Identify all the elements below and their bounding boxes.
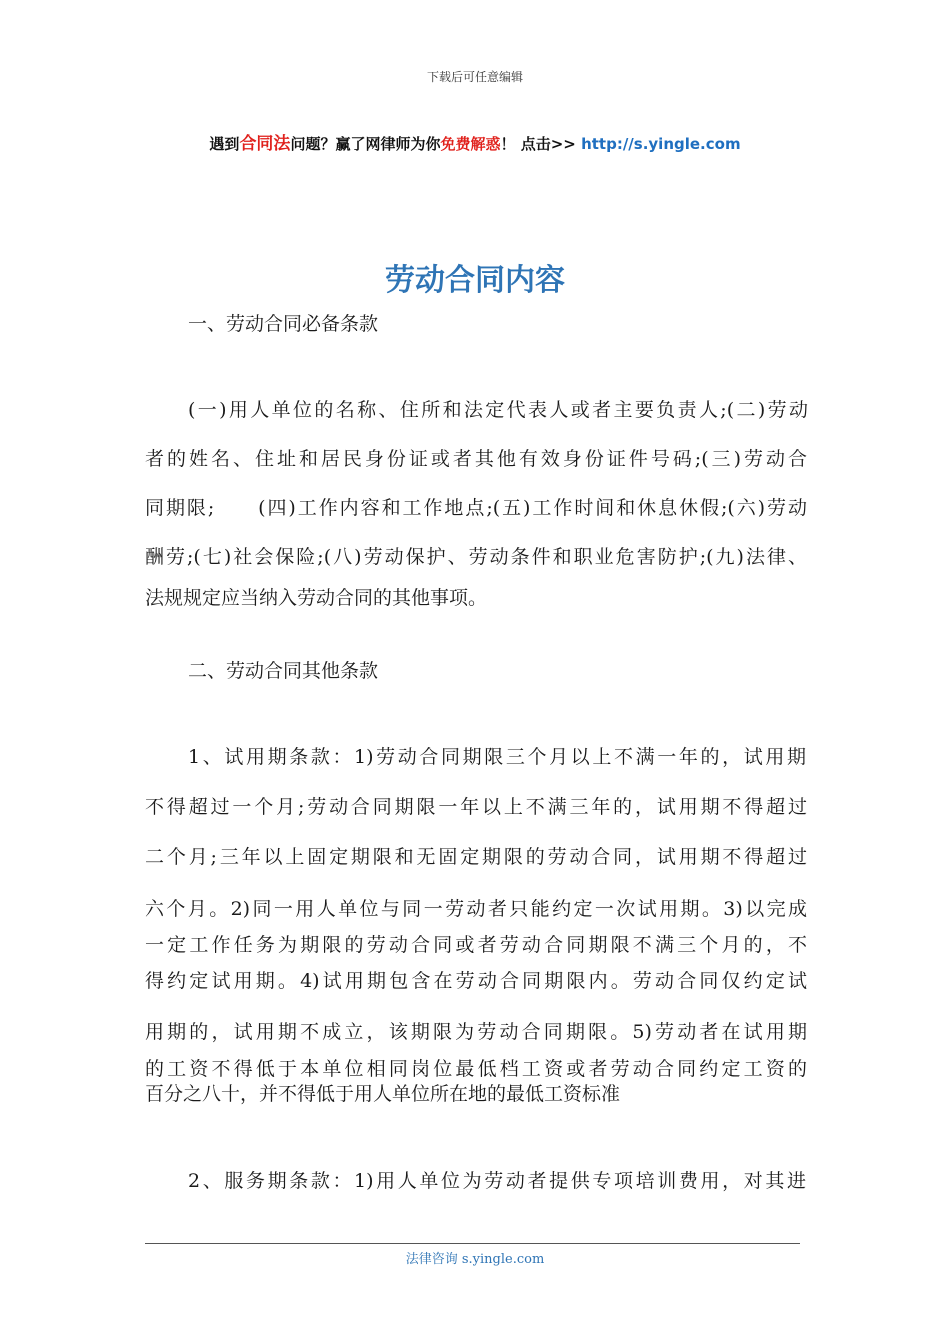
paragraph-line: 1、试用期条款：1)劳动合同期限三个月以上不满一年的，试用期 [188, 746, 806, 768]
paragraph-line: 的工资不得低于本单位相同岗位最低档工资或者劳动合同约定工资的 [145, 1058, 807, 1080]
paragraph-line: 六个月。2)同一用人单位与同一劳动者只能约定一次试用期。3)以完成 [145, 898, 807, 920]
paragraph-line: 百分之八十，并不得低于用人单位所在地的最低工资标准 [145, 1083, 621, 1105]
promo-text-2: 问题？赢了网律师为你 [290, 135, 441, 153]
section-heading-2: 二、劳动合同其他条款 [188, 660, 379, 682]
promo-highlight-contract-law: 合同法 [239, 134, 291, 154]
promo-highlight-free: 免费解惑 [440, 135, 501, 153]
footer-divider [145, 1243, 800, 1244]
promo-link[interactable]: http://s.yingle.com [581, 135, 741, 153]
paragraph-line: 用期的，试用期不成立，该期限为劳动合同期限。5)劳动者在试用期 [145, 1021, 807, 1043]
paragraph-line: (一)用人单位的名称、住所和法定代表人或者主要负责人;(二)劳动 [188, 399, 808, 421]
document-title: 劳动合同内容 [385, 263, 565, 298]
header-note: 下载后可任意编辑 [426, 70, 523, 84]
paragraph-line: 法规规定应当纳入劳动合同的其他事项。 [145, 587, 488, 609]
footer-link[interactable]: 法律咨询 s.yingle.com [405, 1252, 545, 1267]
paragraph-line: 同期限; (四)工作内容和工作地点;(五)工作时间和休息休假;(六)劳动 [145, 497, 807, 519]
paragraph-line: 酬劳;(七)社会保险;(八)劳动保护、劳动条件和职业危害防护;(九)法律、 [145, 546, 807, 568]
paragraph-line: 者的姓名、住址和居民身份证或者其他有效身份证件号码;(三)劳动合 [145, 448, 807, 470]
paragraph-line: 不得超过一个月;劳动合同期限一年以上不满三年的，试用期不得超过 [145, 796, 807, 818]
promo-text-3: ！ 点击>> [500, 135, 582, 153]
paragraph-line: 得约定试用期。4)试用期包含在劳动合同期限内。劳动合同仅约定试 [145, 970, 807, 992]
promo-banner [0, 129, 950, 154]
paragraph-line: 一定工作任务为期限的劳动合同或者劳动合同期限不满三个月的，不 [145, 934, 807, 956]
paragraph-line: 二个月;三年以上固定期限和无固定期限的劳动合同，试用期不得超过 [145, 846, 807, 868]
section-heading-1: 一、劳动合同必备条款 [188, 313, 379, 335]
promo-text-1: 遇到 [209, 135, 240, 153]
paragraph-line: 2、服务期条款：1)用人单位为劳动者提供专项培训费用，对其进 [188, 1170, 806, 1192]
